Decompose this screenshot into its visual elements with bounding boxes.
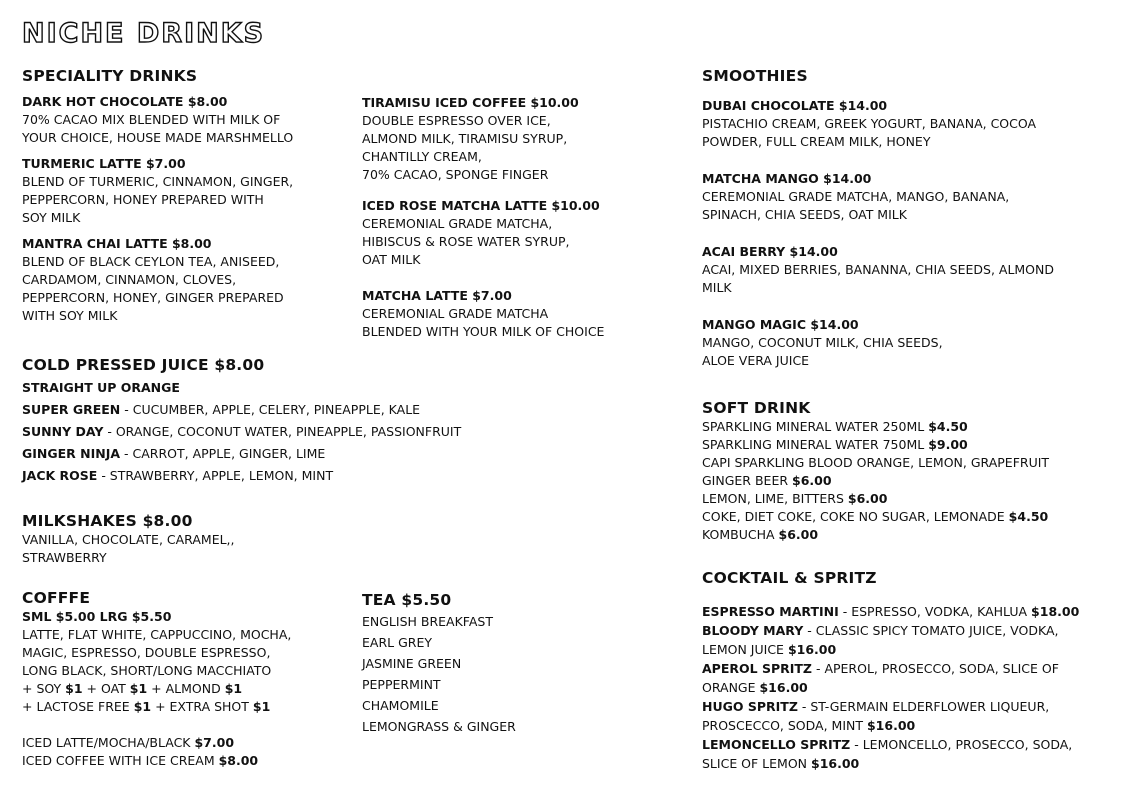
cocktail-name: APEROL SPRITZ [702,661,812,676]
tea-heading: TEA $5.50 [362,591,452,609]
item-name: TIRAMISU ICED COFFEE $10.00 [362,95,579,110]
coffee-section [22,588,291,770]
juice-desc: - ORANGE, COCONUT WATER, PINEAPPLE, PASSIONFRUIT [103,424,462,439]
item-desc: MANGO, COCONUT MILK, CHIA SEEDS, ALOE VERA JUICE [702,335,943,368]
cocktail-price: $16.00 [811,756,860,771]
drink-label: GINGER BEER [702,473,792,488]
cocktail-desc: PROSCECCO, SODA, MINT [702,718,867,733]
cocktail-desc: SLICE OF LEMON [702,756,811,771]
menu-item [702,316,1054,370]
item-name: MATCHA MANGO $14.00 [702,171,872,186]
item-desc: DOUBLE ESPRESSO OVER ICE, ALMOND MILK, TIRAMISU SYRUP, CHANTILLY CREAM, 70% CACAO, SPONGE FINGER [362,113,568,182]
extra-price: $1 [133,699,152,714]
juice-item [22,465,461,487]
tea-item: CHAMOMILE [362,698,439,713]
juice-desc: - CUCUMBER, APPLE, CELERY, PINEAPPLE, KALE [120,402,421,417]
iced-price: $7.00 [194,735,235,750]
item-desc: CEREMONIAL GRADE MATCHA, MANGO, BANANA, SPINACH, CHIA SEEDS, OAT MILK [702,189,1010,222]
extra-label: + ALMOND [147,681,225,696]
cocktail-item [702,621,1079,659]
cocktail-desc: ORANGE [702,680,760,695]
smoothies-section [702,66,1054,370]
cocktail-section [702,568,1079,773]
cocktail-item [702,735,1079,773]
extra-label: + OAT [82,681,130,696]
extra-label: + LACTOSE FREE [22,699,134,714]
drink-price: $4.50 [1008,509,1049,524]
menu-item [702,170,1054,224]
menu-item [362,94,692,184]
extra-price: $1 [129,681,148,696]
item-desc: 70% CACAO MIX BLENDED WITH MILK OF YOUR CHOICE, HOUSE MADE MARSHMELLO [22,112,294,145]
item-name: ACAI BERRY $14.00 [702,244,838,259]
cocktail-name: LEMONCELLO SPRITZ [702,737,851,752]
tea-item: PEPPERMINT [362,677,441,692]
juice-section [22,355,461,487]
juice-name: GINGER NINJA [22,446,121,461]
cocktail-price: $16.00 [787,642,837,657]
cocktail-desc: - ST-GERMAIN ELDERFLOWER LIQUEUR, [797,699,1050,714]
extra-label: + SOY [22,681,66,696]
coffee-extras [22,680,291,698]
cocktail-desc: LEMON JUICE [702,642,788,657]
tea-item: EARL GREY [362,635,432,650]
menu-item [22,155,352,227]
cocktail-desc: - LEMONCELLO, PROSECCO, SODA, [850,737,1073,752]
cocktail-item [702,602,1079,621]
smoothies-heading: SMOOTHIES [702,67,808,85]
item-desc: ACAI, MIXED BERRIES, BANANNA, CHIA SEEDS, ALMOND MILK [702,262,1055,295]
drink-price: $6.00 [847,491,888,506]
speciality-section [22,66,197,86]
cocktail-desc: - APEROL, PROSECCO, SODA, SLICE OF [811,661,1059,676]
cocktail-price: $18.00 [1031,604,1080,619]
soft-drink-line [702,436,1049,454]
juice-name: SUPER GREEN [22,402,121,417]
item-name: MANGO MAGIC $14.00 [702,317,859,332]
tea-section [362,590,516,737]
speciality-col-2 [362,94,692,349]
cocktail-name: BLOODY MARY [702,623,804,638]
cocktail-heading: COCKTAIL & SPRITZ [702,569,877,587]
iced-label: ICED LATTE/MOCHA/BLACK [22,735,195,750]
item-name: TURMERIC LATTE $7.00 [22,156,186,171]
item-name: MATCHA LATTE $7.00 [362,288,512,303]
cocktail-name: ESPRESSO MARTINI [702,604,839,619]
item-name: DUBAI CHOCOLATE $14.00 [702,98,888,113]
soft-drink-line [702,490,1049,508]
milkshakes-heading: MILKSHAKES $8.00 [22,512,193,530]
item-desc: BLEND OF TURMERIC, CINNAMON, GINGER, PEPPERCORN, HONEY PREPARED WITH SOY MILK [22,174,294,225]
cocktail-desc: - ESPRESSO, VODKA, KAHLUA [838,604,1032,619]
extra-price: $1 [224,681,243,696]
soft-drink-line [702,526,1049,544]
iced-coffee-line [22,752,291,770]
milkshakes-desc: VANILLA, CHOCOLATE, CARAMEL,, STRAWBERRY [22,532,235,565]
tea-item: LEMONGRASS & GINGER [362,719,516,734]
coffee-sizes: SML $5.00 LRG $5.50 [22,609,172,624]
speciality-col-1 [22,93,352,333]
drink-price: $6.00 [792,473,832,488]
cocktail-desc: - CLASSIC SPICY TOMATO JUICE, VODKA, [803,623,1059,638]
iced-label: ICED COFFEE WITH ICE CREAM [22,753,219,768]
drink-label: SPARKLING MINERAL WATER 250ML [702,419,929,434]
drink-label: LEMON, LIME, BITTERS [702,491,848,506]
juice-name: JACK ROSE [22,468,98,483]
juice-item [22,399,461,421]
cocktail-price: $16.00 [866,718,916,733]
soft-drink-section [702,398,1049,544]
coffee-desc: LATTE, FLAT WHITE, CAPPUCCINO, MOCHA, MAGIC, ESPRESSO, DOUBLE ESPRESSO, LONG BLACK, SHORT/LONG MACCHIATO [22,627,292,678]
juice-name: SUNNY DAY [22,424,104,439]
menu-item [362,197,692,269]
soft-drink-line [702,454,1049,472]
cocktail-price: $16.00 [759,680,808,695]
cocktail-item [702,659,1079,697]
juice-item [22,377,461,399]
item-desc: CEREMONIAL GRADE MATCHA, HIBISCUS & ROSE WATER SYRUP, OAT MILK [362,216,570,267]
drink-price: $4.50 [928,419,968,434]
coffee-heading: COFFFE [22,589,91,607]
drink-price: $9.00 [928,437,968,452]
drink-label: KOMBUCHA [702,527,779,542]
page-title: NICHE DRINKS [22,18,266,49]
drink-label: SPARKLING MINERAL WATER 750ML [702,437,929,452]
juice-heading: COLD PRESSED JUICE $8.00 [22,356,265,374]
item-desc: BLEND OF BLACK CEYLON TEA, ANISEED, CARDAMOM, CINNAMON, CLOVES, PEPPERCORN, HONEY, GINGER PREPARED WITH SOY MILK [22,254,284,323]
drink-label: COKE, DIET COKE, COKE NO SUGAR, LEMONADE [702,509,1009,524]
juice-item [22,421,461,443]
milkshakes-section [22,511,235,567]
juice-name: STRAIGHT UP ORANGE [22,380,180,395]
drink-label: CAPI SPARKLING BLOOD ORANGE, LEMON, GRAPEFRUIT [702,455,1050,470]
tea-item: ENGLISH BREAKFAST [362,614,493,629]
menu-item [22,235,352,325]
cocktail-item [702,697,1079,735]
item-desc: CEREMONIAL GRADE MATCHA BLENDED WITH YOUR MILK OF CHOICE [362,306,605,339]
soft-drink-line [702,508,1049,526]
item-name: ICED ROSE MATCHA LATTE $10.00 [362,198,600,213]
iced-price: $8.00 [218,753,259,768]
soft-drink-heading: SOFT DRINK [702,399,811,417]
drink-price: $6.00 [778,527,819,542]
item-name: DARK HOT CHOCOLATE $8.00 [22,94,228,109]
menu-item [22,93,352,147]
item-name: MANTRA CHAI LATTE $8.00 [22,236,212,251]
juice-item [22,443,461,465]
soft-drink-line [702,418,1049,436]
item-desc: PISTACHIO CREAM, GREEK YOGURT, BANANA, COCOA POWDER, FULL CREAM MILK, HONEY [702,116,1037,149]
tea-item: JASMINE GREEN [362,656,462,671]
iced-coffee-line [22,734,291,752]
extra-label: + EXTRA SHOT [151,699,253,714]
speciality-heading: SPECIALITY DRINKS [22,67,198,85]
menu-item [702,97,1054,151]
extra-price: $1 [252,699,271,714]
soft-drink-line [702,472,1049,490]
juice-desc: - STRAWBERRY, APPLE, LEMON, MINT [97,468,334,483]
menu-item [362,287,692,341]
extra-price: $1 [65,681,83,696]
cocktail-name: HUGO SPRITZ [702,699,798,714]
menu-item [702,243,1054,297]
juice-desc: - CARROT, APPLE, GINGER, LIME [120,446,326,461]
coffee-extras [22,698,291,716]
